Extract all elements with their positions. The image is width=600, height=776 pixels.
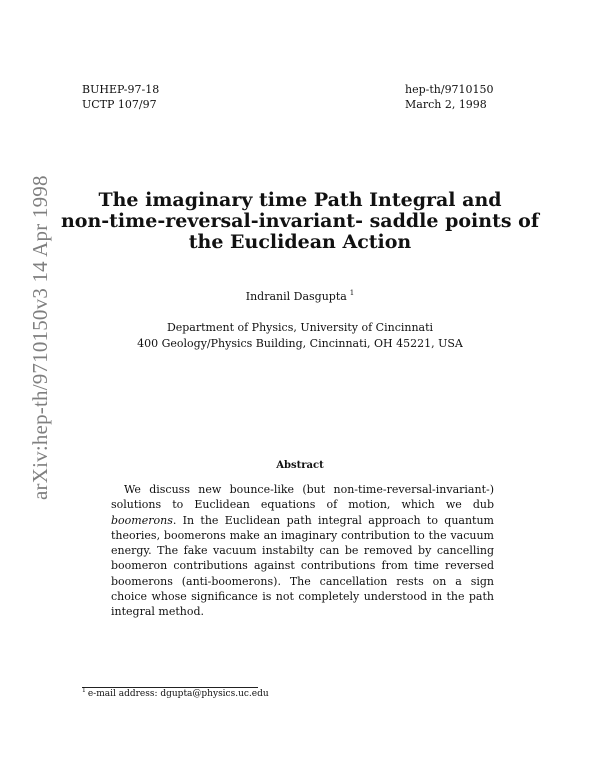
affiliation-line: 400 Geology/Physics Building, Cincinnati, OH 45221, USA (137, 337, 463, 350)
arxiv-side-stamp: arXiv:hep-th/9710150v3 14 Apr 1998 (28, 175, 52, 500)
abstract-body (111, 482, 494, 620)
footnote-email: e-mail address: dgupta@physics.uc.edu (87, 689, 269, 699)
report-number-buhep: BUHEP-97-18 (82, 83, 160, 96)
author-line (0, 289, 600, 303)
author-name: Indranil Dasgupta (245, 290, 347, 303)
abstract-emphasis: boomerons (111, 513, 173, 527)
footnote (82, 687, 269, 699)
affiliation-line: Department of Physics, University of Cincinnati (166, 321, 434, 334)
author-footnote-mark: 1 (349, 289, 355, 297)
title-line: the Euclidean Action (188, 231, 412, 253)
preprint-date: March 2, 1998 (405, 98, 487, 111)
abstract-text: We discuss new bounce-like (but non-time-reversal-invariant-) solutions to Euclidean equations of motion, which we dub (111, 483, 494, 512)
title-line: The imaginary time Path Integral and (98, 189, 502, 211)
report-number-uctp: UCTP 107/97 (82, 98, 157, 111)
title-line: non-time-reversal-invariant- saddle points of (60, 210, 540, 232)
preprint-info (405, 82, 494, 112)
affiliation (0, 320, 600, 352)
paper-title (60, 190, 540, 253)
arxiv-id: hep-th/9710150 (405, 83, 494, 96)
abstract-text-continued: . In the Euclidean path integral approach to quantum theories, boomerons make an imaginary contribution to the vacuum energy. The fake vacuum instabilty can be removed by cancelling boomeron contributions against contributions from time reversed boomerons (anti-boomerons). The cancellation rests on a sign choice whose significance is not completely understood in the path integral method. (111, 513, 494, 619)
footnote-mark: 1 (82, 687, 86, 694)
report-numbers (82, 82, 159, 112)
abstract-heading: Abstract (276, 460, 324, 471)
